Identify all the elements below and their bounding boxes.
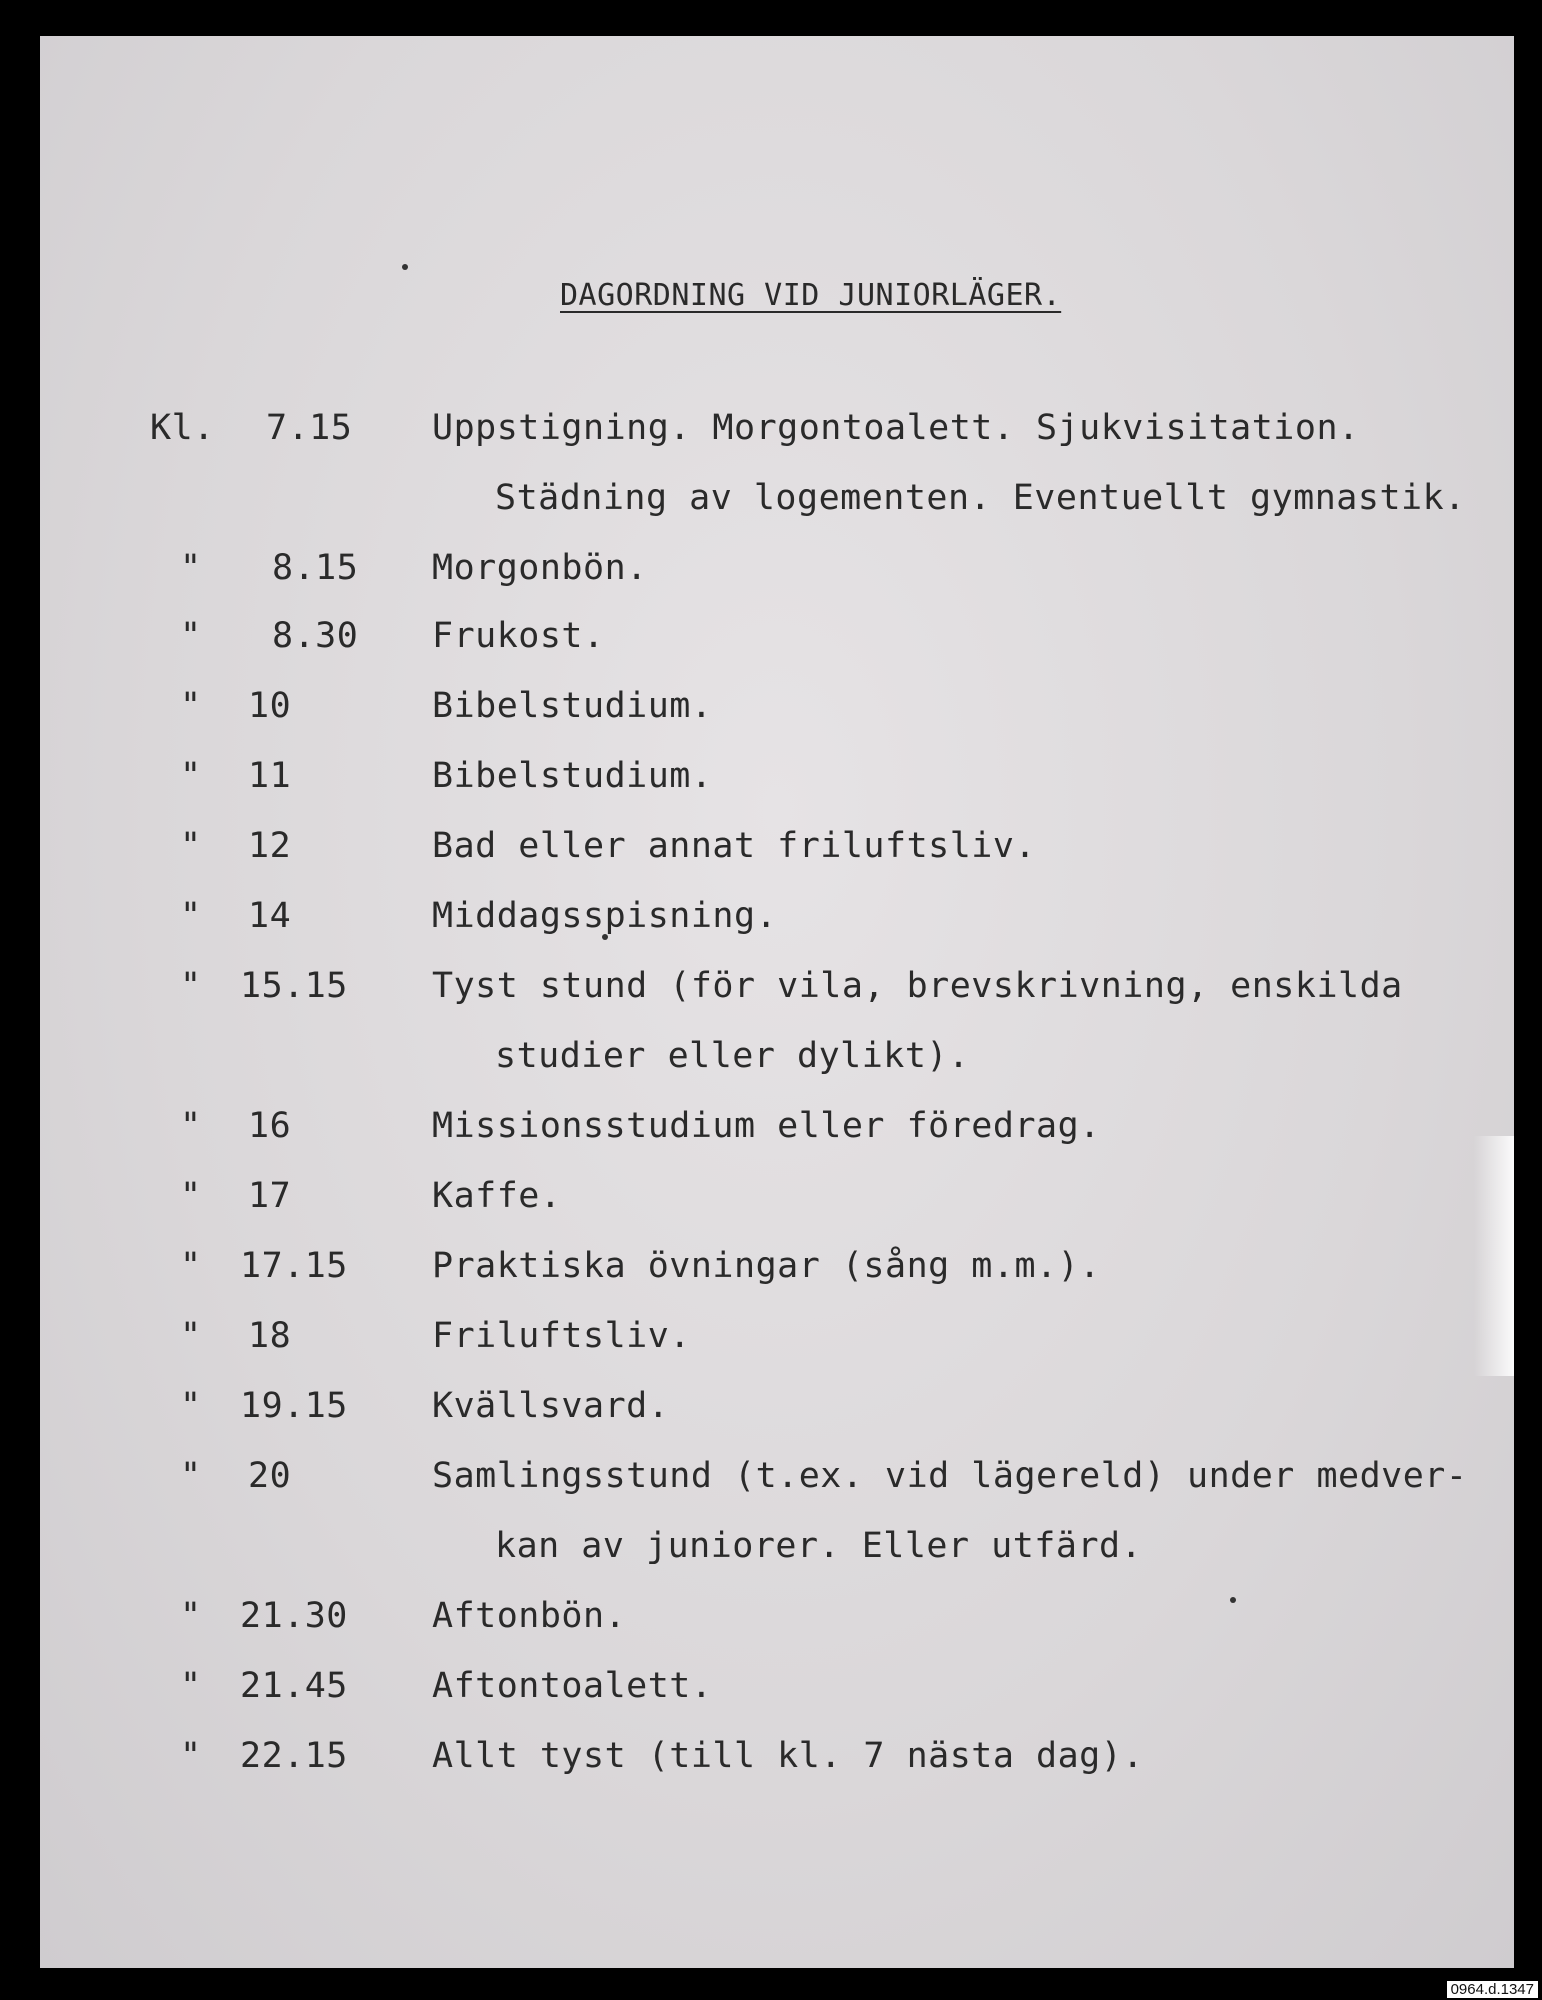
row-time: 17: [248, 1176, 292, 1216]
lantern-slide: [40, 36, 1514, 1968]
row-activity: Bad eller annat friluftsliv.: [432, 826, 1037, 866]
row-activity: Samlingsstund (t.ex. vid lägereld) under medver-: [432, 1456, 1468, 1496]
row-prefix: ": [180, 1386, 202, 1426]
row-prefix: ": [180, 826, 202, 866]
row-time: 17.15: [240, 1246, 348, 1286]
dust-speck: [1230, 1597, 1236, 1603]
row-activity: Morgonbön.: [432, 548, 648, 588]
row-time: 20: [248, 1456, 292, 1496]
light-leak: [1474, 1136, 1514, 1376]
row-time: 14: [248, 896, 292, 936]
row-prefix: Kl.: [150, 408, 215, 448]
row-activity: Middagsspisning.: [432, 896, 778, 936]
row-prefix: ": [180, 686, 202, 726]
row-activity: Tyst stund (för vila, brevskrivning, enskilda: [432, 966, 1403, 1006]
row-prefix: ": [180, 756, 202, 796]
row-prefix: ": [180, 1666, 202, 1706]
row-time: 15.15: [240, 966, 348, 1006]
row-prefix: ": [180, 1246, 202, 1286]
row-prefix: ": [180, 966, 202, 1006]
row-activity: Kaffe.: [432, 1176, 562, 1216]
row-time: 21.45: [240, 1666, 348, 1706]
row-time: 11: [248, 756, 292, 796]
row-prefix: ": [180, 1736, 202, 1776]
row-activity: Bibelstudium.: [432, 686, 713, 726]
archive-id-label: 0964.d.1347: [1447, 1981, 1538, 1998]
row-activity: Kvällsvard.: [432, 1386, 670, 1426]
row-activity: Bibelstudium.: [432, 756, 713, 796]
row-time: 21.30: [240, 1596, 348, 1636]
row-activity: Aftontoalett.: [432, 1666, 713, 1706]
row-activity: Uppstigning. Morgontoalett. Sjukvisitation.: [432, 408, 1360, 448]
row-prefix: ": [180, 1596, 202, 1636]
row-time: 19.15: [240, 1386, 348, 1426]
row-prefix: ": [180, 616, 202, 656]
row-activity: Frukost.: [432, 616, 605, 656]
row-time: 8.30: [272, 616, 359, 656]
row-time: 7.15: [266, 408, 353, 448]
document-title: DAGORDNING VID JUNIORLÄGER.: [560, 278, 1062, 313]
row-prefix: ": [180, 1106, 202, 1146]
row-activity: Praktiska övningar (sång m.m.).: [432, 1246, 1101, 1286]
row-activity: Friluftsliv.: [432, 1316, 691, 1356]
row-continuation: Städning av logementen. Eventuellt gymnastik.: [495, 478, 1466, 518]
row-prefix: ": [180, 1176, 202, 1216]
row-activity: Aftonbön.: [432, 1596, 627, 1636]
row-time: 12: [248, 826, 292, 866]
row-time: 10: [248, 686, 292, 726]
row-time: 8.15: [272, 548, 359, 588]
row-continuation: kan av juniorer. Eller utfärd.: [495, 1526, 1143, 1566]
dust-speck: [402, 264, 408, 270]
row-prefix: ": [180, 548, 202, 588]
row-activity: Allt tyst (till kl. 7 nästa dag).: [432, 1736, 1144, 1776]
row-prefix: ": [180, 1316, 202, 1356]
row-time: 18: [248, 1316, 292, 1356]
row-continuation: studier eller dylikt).: [495, 1036, 970, 1076]
row-prefix: ": [180, 1456, 202, 1496]
row-time: 22.15: [240, 1736, 348, 1776]
row-prefix: ": [180, 896, 202, 936]
row-time: 16: [248, 1106, 292, 1146]
row-activity: Missionsstudium eller föredrag.: [432, 1106, 1101, 1146]
